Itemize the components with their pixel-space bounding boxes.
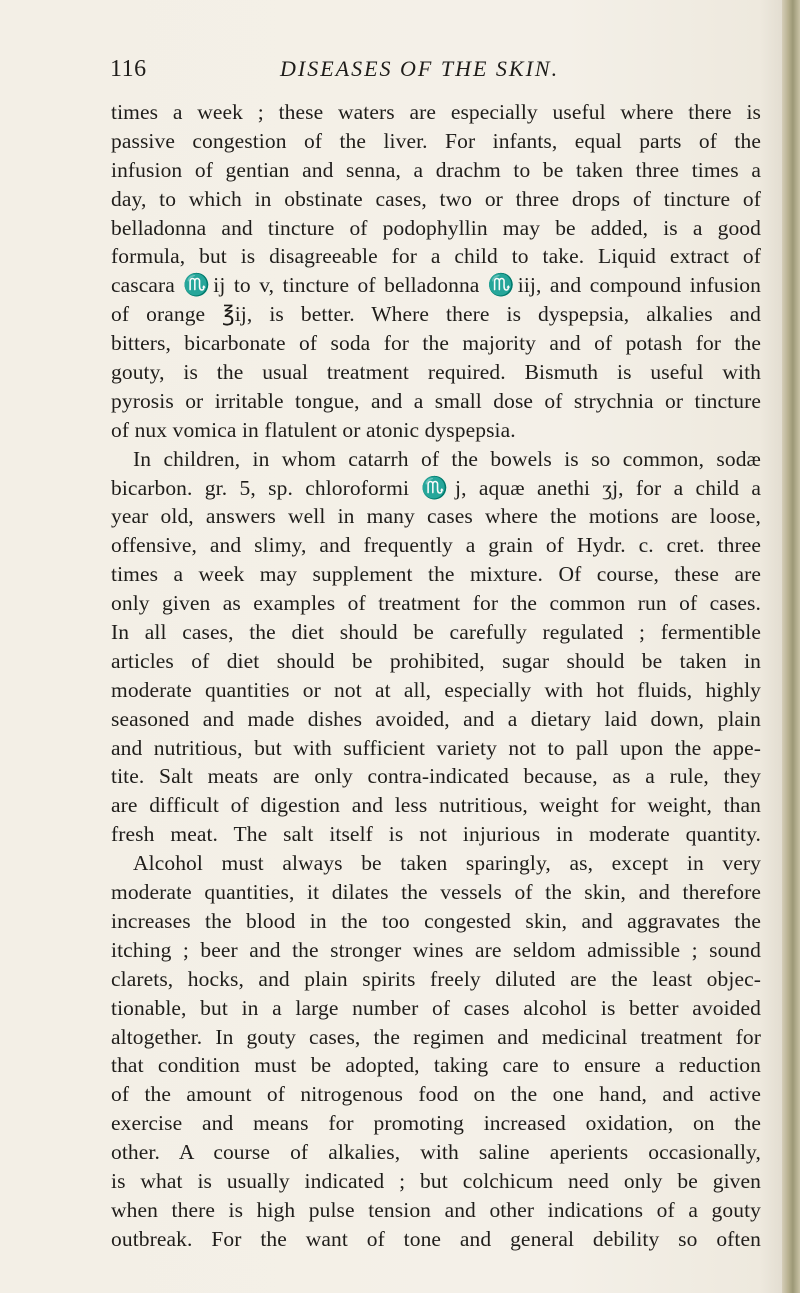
text-line: gouty, is the usual treatment required. Bismuth is useful with — [111, 360, 761, 385]
text-line: that condition must be adopted, taking care to ensure a reduction — [111, 1053, 761, 1078]
text-line: is what is usually indicated ; but colchicum need only be given — [111, 1168, 761, 1193]
text-line: formula, but is disagreeable for a child to take. Liquid extract of — [111, 244, 761, 269]
running-head: DISEASES OF THE SKIN. — [280, 56, 560, 81]
page-header — [110, 56, 770, 96]
text-line: seasoned and made dishes avoided, and a dietary laid down, plain — [111, 706, 761, 731]
text-line: bitters, bicarbonate of soda for the majority and of potash for the — [111, 331, 761, 356]
text-line: clarets, hocks, and plain spirits freely diluted are the least objec- — [111, 966, 761, 991]
text-line: moderate quantities or not at all, especially with hot fluids, highly — [111, 677, 761, 702]
paragraph-first-line: In children, in whom catarrh of the bowels is so common, sodæ — [133, 446, 761, 471]
text-line: times a week ; these waters are especially useful where there is — [111, 100, 761, 124]
text-line: increases the blood in the too congested skin, and aggravates the — [111, 908, 761, 933]
text-line: exercise and means for promoting increased oxidation, on the — [111, 1111, 761, 1136]
text-line: belladonna and tincture of podophyllin may be added, is a good — [111, 215, 761, 240]
page-number: 116 — [110, 56, 147, 82]
text-line: tionable, but in a large number of cases alcohol is better avoided — [111, 995, 761, 1020]
body-text — [111, 98, 761, 1254]
text-line: when there is high pulse tension and other indications of a gouty — [111, 1197, 761, 1222]
text-line: articles of diet should be prohibited, sugar should be taken in — [111, 648, 761, 673]
text-line: fresh meat. The salt itself is not injurious in moderate quantity. — [111, 822, 761, 847]
text-line: year old, answers well in many cases where the motions are loose, — [111, 504, 761, 529]
text-line: times a week may supplement the mixture. Of course, these are — [111, 562, 761, 587]
paragraph-first-line: Alcohol must always be taken sparingly, as, except in very — [133, 851, 761, 876]
text-line: tite. Salt meats are only contra-indicated because, as a rule, they — [111, 764, 761, 789]
text-line: and nutritious, but with sufficient variety not to pall upon the appe- — [111, 735, 761, 760]
book-page-edge — [782, 0, 800, 1293]
text-line: cascara ♏ij to v, tincture of belladonna ♏iij, and compound infusion — [111, 273, 761, 298]
text-line: day, to which in obstinate cases, two or three drops of tincture of — [111, 186, 761, 211]
text-line: of the amount of nitrogenous food on the one hand, and active — [111, 1082, 761, 1107]
text-line: offensive, and slimy, and frequently a grain of Hydr. c. cret. three — [111, 533, 761, 558]
text-line: of orange ℥ij, is better. Where there is dyspepsia, alkalies and — [111, 302, 761, 327]
text-line: In all cases, the diet should be carefully regulated ; fermentible — [111, 620, 761, 645]
text-line: passive congestion of the liver. For infants, equal parts of the — [111, 128, 761, 153]
text-line: are difficult of digestion and less nutritious, weight for weight, than — [111, 793, 761, 818]
text-line: only given as examples of treatment for the common run of cases. — [111, 591, 761, 616]
text-line: pyrosis or irritable tongue, and a small dose of strychnia or tincture — [111, 388, 761, 413]
text-line: bicarbon. gr. 5, sp. chloroformi ♏j, aquæ anethi ʒj, for a child a — [111, 475, 761, 500]
text-line: moderate quantities, it dilates the vessels of the skin, and therefore — [111, 880, 761, 905]
text-line: itching ; beer and the stronger wines are seldom admissible ; sound — [111, 937, 761, 962]
text-line: altogether. In gouty cases, the regimen and medicinal treatment for — [111, 1024, 761, 1049]
text-line: other. A course of alkalies, with saline aperients occasionally, — [111, 1140, 761, 1165]
text-line: of nux vomica in flatulent or atonic dyspepsia. — [111, 417, 516, 442]
text-line: infusion of gentian and senna, a drachm to be taken three times a — [111, 157, 761, 182]
text-line: outbreak. For the want of tone and general debility so often — [111, 1226, 761, 1251]
